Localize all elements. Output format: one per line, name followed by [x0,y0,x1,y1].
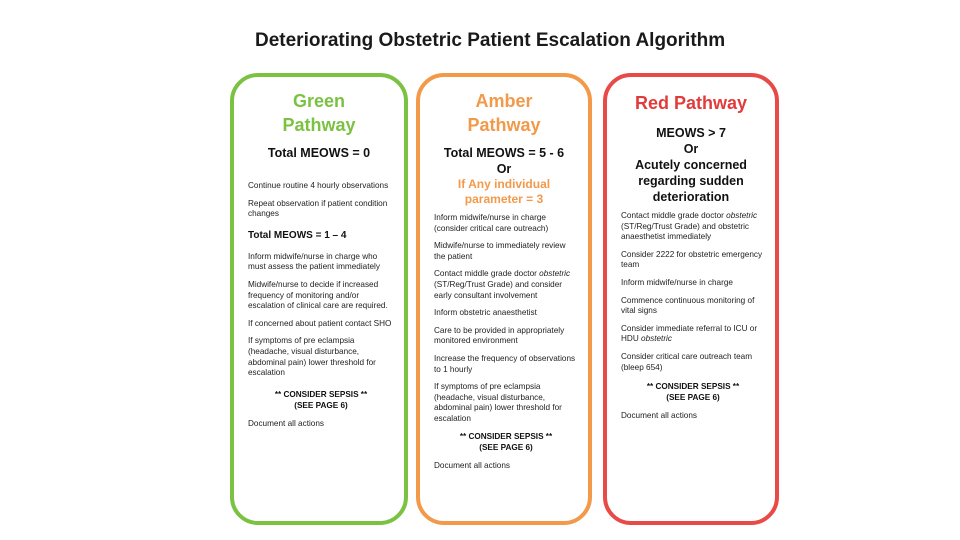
red-heading [607,125,775,205]
amber-sepsis-line1: ** CONSIDER SEPSIS ** [459,431,553,441]
red-item-outreach: Consider critical care outreach team (bleep 654) [621,351,753,372]
amber-item-contact-pre: Contact middle grade doctor [434,269,540,279]
red-heading-line3: Acutely concerned [635,158,747,172]
green-item-eclampsia: If symptoms of pre eclampsia (headache, visual disturbance, abdominal pain) lower threshold for escalation [248,336,376,378]
amber-pathway-title [420,89,588,137]
amber-item-contact-post: (ST/Reg/Trust Grade) and consider early consultant involvement [434,279,563,300]
amber-heading [420,145,588,207]
green-heading: Total MEOWS = 0 [267,146,371,160]
red-pathway-panel [603,73,779,525]
amber-item-review: Midwife/nurse to immediately review the patient [434,241,566,261]
red-heading-line1: MEOWS > 7 [656,126,726,140]
amber-item-frequency: Increase the frequency of observations to 1 hourly [434,353,576,374]
green-items [234,181,404,429]
red-items [607,211,775,421]
amber-sepsis-note [434,431,578,453]
amber-sub-line2: parameter = 3 [464,192,544,206]
red-item-inform: Inform midwife/nurse in charge [621,277,733,287]
red-heading-line2: Or [683,142,699,156]
red-sepsis-line2: (SEE PAGE 6) [666,393,720,403]
amber-pathway-panel [416,73,592,525]
green-sepsis-note [248,389,394,411]
amber-item-care: Care to be provided in appropriately monitored environment [434,325,565,346]
amber-item-anaesthetist: Inform obstetric anaesthetist [434,308,537,318]
amber-items [420,213,588,471]
amber-item-eclampsia: If symptoms of pre eclampsia (headache, visual disturbance, abdominal pain) lower threshold for escalation [434,382,562,423]
green-title-line1: Green [292,91,346,111]
red-item-referral-italic: obstetric [641,334,672,344]
green-item-routine: Continue routine 4 hourly observations [248,181,389,190]
red-document-actions: Document all actions [621,411,697,421]
green-title-line2: Pathway [282,115,356,135]
red-item-referral-pre: Consider immediate referral to ICU or HDU [621,323,758,344]
red-heading-line4: regarding sudden [638,174,744,188]
red-sepsis-note [621,381,765,403]
red-heading-line5: deterioration [652,190,730,204]
amber-heading-line1: Total MEOWS = 5 - 6 [443,146,565,160]
green-document-actions: Document all actions [248,418,324,428]
green-mid-heading: Total MEOWS = 1 – 4 [248,229,347,241]
red-item-contact-post: (ST/Reg/Trust Grade) and obstetric anaesthetist immediately [621,221,750,242]
red-item-contact-pre: Contact middle grade doctor [621,211,727,220]
green-pathway-title [234,89,404,137]
amber-heading-line2: Or [496,162,512,176]
amber-sepsis-line2: (SEE PAGE 6) [479,442,533,452]
red-item-monitoring: Commence continuous monitoring of vital signs [621,295,755,316]
green-sepsis-line2: (SEE PAGE 6) [294,400,348,410]
green-item-decide: Midwife/nurse to decide if increased frequency of monitoring and/or escalation of clinical care are required. [248,279,388,311]
red-item-contact-doctor [621,211,765,243]
amber-item-inform: Inform midwife/nurse in charge (consider critical care outreach) [434,213,549,233]
amber-item-contact-italic: obstetric [539,269,571,279]
green-item-repeat: Repeat observation if patient condition changes [248,198,388,219]
amber-item-contact-doctor [434,269,578,301]
red-item-2222: Consider 2222 for obstetric emergency team [621,249,763,270]
red-pathway-title: Red Pathway [634,93,748,113]
amber-title-line1: Amber [475,91,533,111]
red-item-referral [621,324,765,345]
red-sepsis-line1: ** CONSIDER SEPSIS ** [646,382,740,392]
amber-sub-line1: If Any individual [457,177,551,191]
green-item-inform: Inform midwife/nurse in charge who must assess the patient immediately [248,251,380,272]
amber-document-actions: Document all actions [434,460,510,470]
green-sepsis-line1: ** CONSIDER SEPSIS ** [274,389,368,399]
page-title: Deteriorating Obstetric Patient Escalation Algorithm [255,30,726,51]
amber-title-line2: Pathway [467,115,541,135]
red-item-contact-italic: obstetric [726,211,758,220]
green-item-sho: If concerned about patient contact SHO [248,318,392,328]
green-pathway-panel [230,73,408,525]
